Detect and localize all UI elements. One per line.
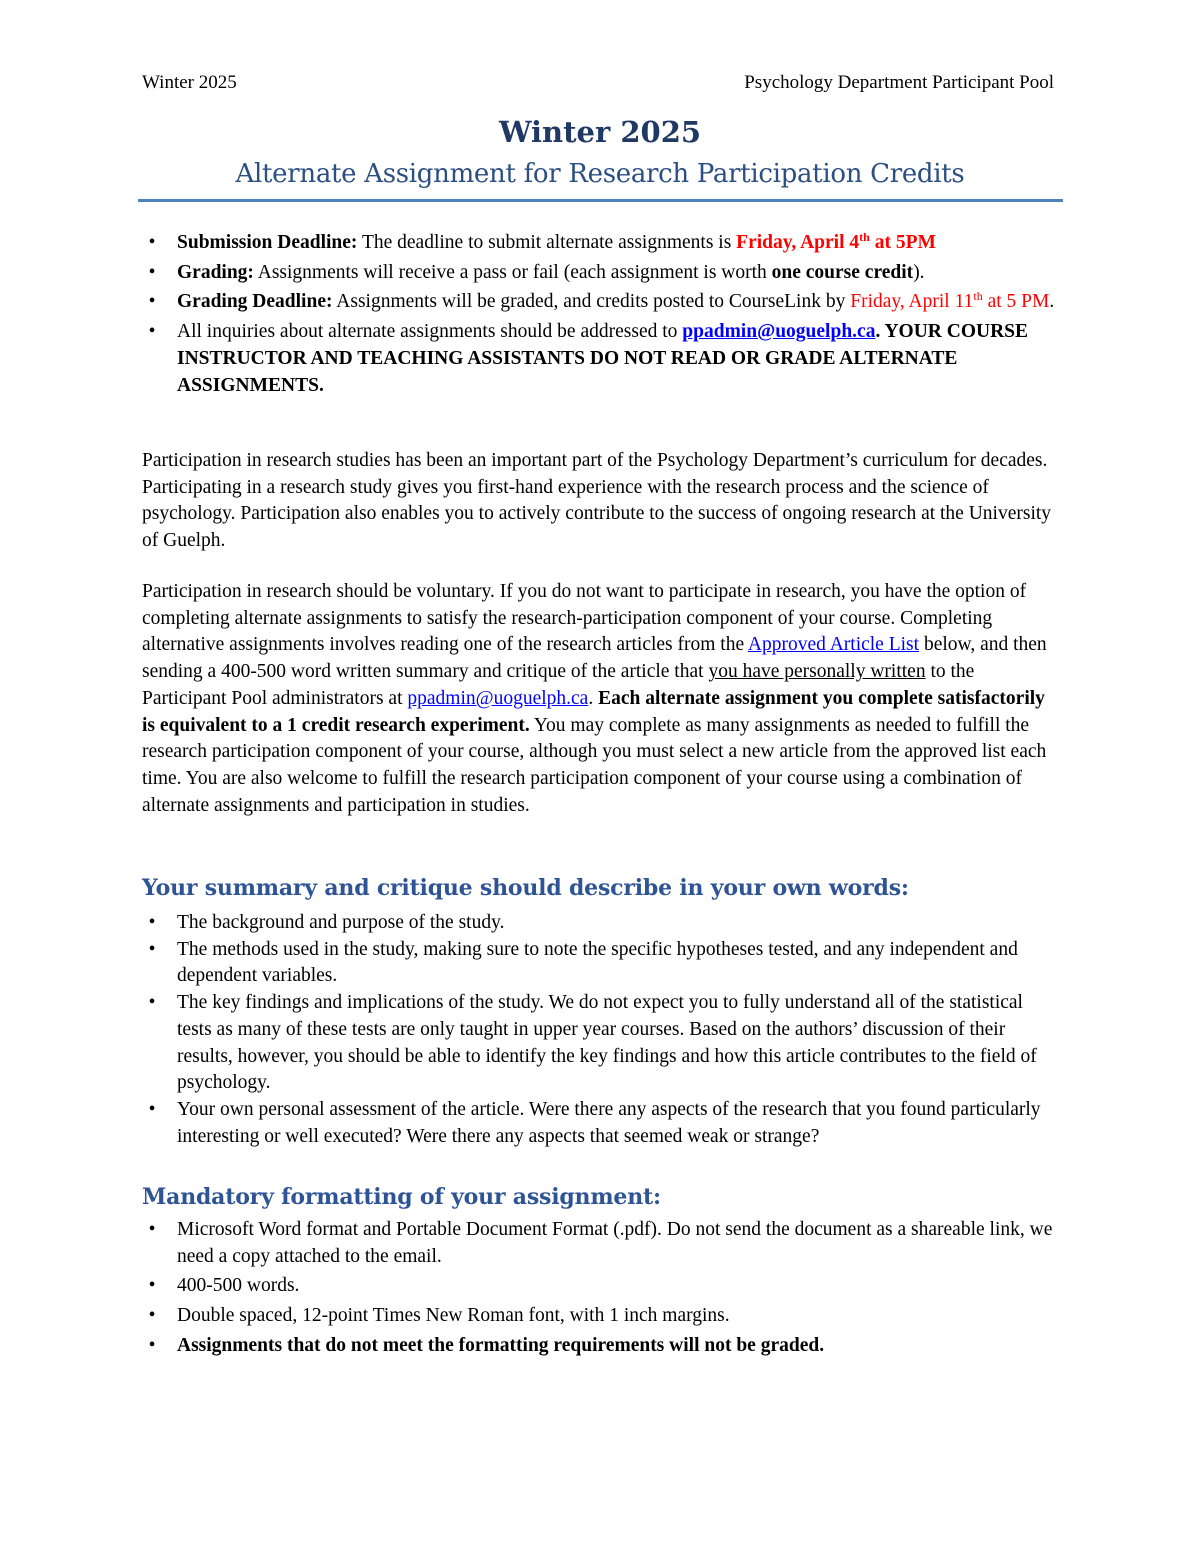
list-item: • Grading: Assignments will receive a pass or fail (each assignment is worth one course credit). xyxy=(142,260,1062,287)
title-divider xyxy=(138,199,1063,202)
bullet-icon: • xyxy=(148,1219,156,1240)
info-bullet-list xyxy=(142,230,1062,399)
list-item: • The methods used in the study, making sure to note the specific hypotheses tested, and any independent and dependent variables. xyxy=(142,937,1062,990)
document-title: Winter 2025 xyxy=(498,115,702,149)
document-subtitle: Alternate Assignment for Research Participation Credits xyxy=(235,159,965,189)
list-item: • Assignments that do not meet the formatting requirements will not be graded. xyxy=(142,1333,1062,1360)
bullet-icon: • xyxy=(148,992,156,1014)
section-heading-summary: Your summary and critique should describe in your own words: xyxy=(142,875,909,901)
bullet-label: Grading: xyxy=(177,261,254,283)
list-item: • 400-500 words. xyxy=(142,1273,1062,1300)
list-item: • Double spaced, 12-point Times New Roman font, with 1 inch margins. xyxy=(142,1303,1062,1330)
bullet-icon: • xyxy=(148,321,156,343)
header-left: Winter 2025 xyxy=(142,72,237,93)
bullet-label: Grading Deadline: xyxy=(177,291,333,313)
summary-bullet-list xyxy=(142,910,1062,1150)
bullet-icon: • xyxy=(148,1334,156,1356)
bullet-icon: • xyxy=(148,938,156,960)
bullet-label: Submission Deadline: xyxy=(177,232,358,253)
list-item: • Grading Deadline: Assignments will be graded, and credits posted to CourseLink by Friday, April 11th at 5 PM. xyxy=(142,289,1062,316)
approved-article-list-link[interactable]: Approved Article List xyxy=(747,634,920,656)
deadline-date: Friday, April 4th at 5PM xyxy=(736,230,936,253)
formatting-bullet-list xyxy=(142,1217,1062,1360)
bullet-icon: • xyxy=(148,232,156,253)
bullet-icon: • xyxy=(148,1305,156,1327)
bullet-icon: • xyxy=(148,1275,156,1297)
intro-paragraph: Participation in research studies has been an important part of the Psychology Department’s curriculum for decades. Participating in a research study gives you first-hand experience with the research process and the science of psychology. Participation also enables you to actively contribute to the success of ongoing research at the University of Guelph. xyxy=(142,450,1052,552)
voluntary-paragraph: Participation in research should be voluntary. If you do not want to participate in research, you have the option of completing alternate assignments to satisfy the research-participation component of your course. Completing alternative assignments involves reading one of the research articles from the Approved Article List below, and then sending a 400-500 word written summary and critique of the article that you have personally written to the Participant Pool administrators at ppadmin@uoguelph.ca. Each alternate assignment you complete satisfactorily is equivalent to a 1 credit research experiment. You may complete as many assignments as needed to fulfill the research participation component of your course, although you must select a new article from the approved list each time. You are also welcome to fulfill the research participation component of your course using a combination of alternate assignments and participation in studies. xyxy=(142,581,1047,816)
bullet-icon: • xyxy=(148,261,156,283)
bullet-icon: • xyxy=(148,291,156,313)
list-item: • The background and purpose of the study. xyxy=(142,910,1062,937)
list-item: • The key findings and implications of the study. We do not expect you to fully understand all of the statistical tests as many of these tests are only taught in upper year courses. Based on the authors’ discussion of their results, however, you should be able to identify the key findings and how this article contributes to the field of psychology. xyxy=(142,990,1062,1097)
bullet-icon: • xyxy=(148,1098,156,1120)
grading-deadline-date: Friday, April 11th at 5 PM xyxy=(850,289,1050,313)
list-item: • Submission Deadline: The deadline to submit alternate assignments is Friday, April 4th at 5PM xyxy=(142,230,1062,257)
list-item: • Your own personal assessment of the article. Were there any aspects of the research that you found particularly interesting or well executed? Were there any aspects that seemed weak or strange? xyxy=(142,1097,1062,1150)
section-heading-formatting: Mandatory formatting of your assignment: xyxy=(142,1184,661,1210)
header-right: Psychology Department Participant Pool xyxy=(744,72,1054,93)
list-item: • All inquiries about alternate assignments should be addressed to ppadmin@uoguelph.ca. YOUR COURSE INSTRUCTOR AND TEACHING ASSISTANTS DO NOT READ OR GRADE ALTERNATE ASSIGNMENTS. xyxy=(142,319,1062,399)
email-link[interactable]: ppadmin@uoguelph.ca xyxy=(682,321,876,343)
list-item: • Microsoft Word format and Portable Document Format (.pdf). Do not send the document as a shareable link, we need a copy attached to the email. xyxy=(142,1217,1062,1270)
underlined-text: you have personally written xyxy=(708,661,926,683)
email-link[interactable]: ppadmin@uoguelph.ca xyxy=(407,687,589,709)
bullet-icon: • xyxy=(148,912,156,933)
